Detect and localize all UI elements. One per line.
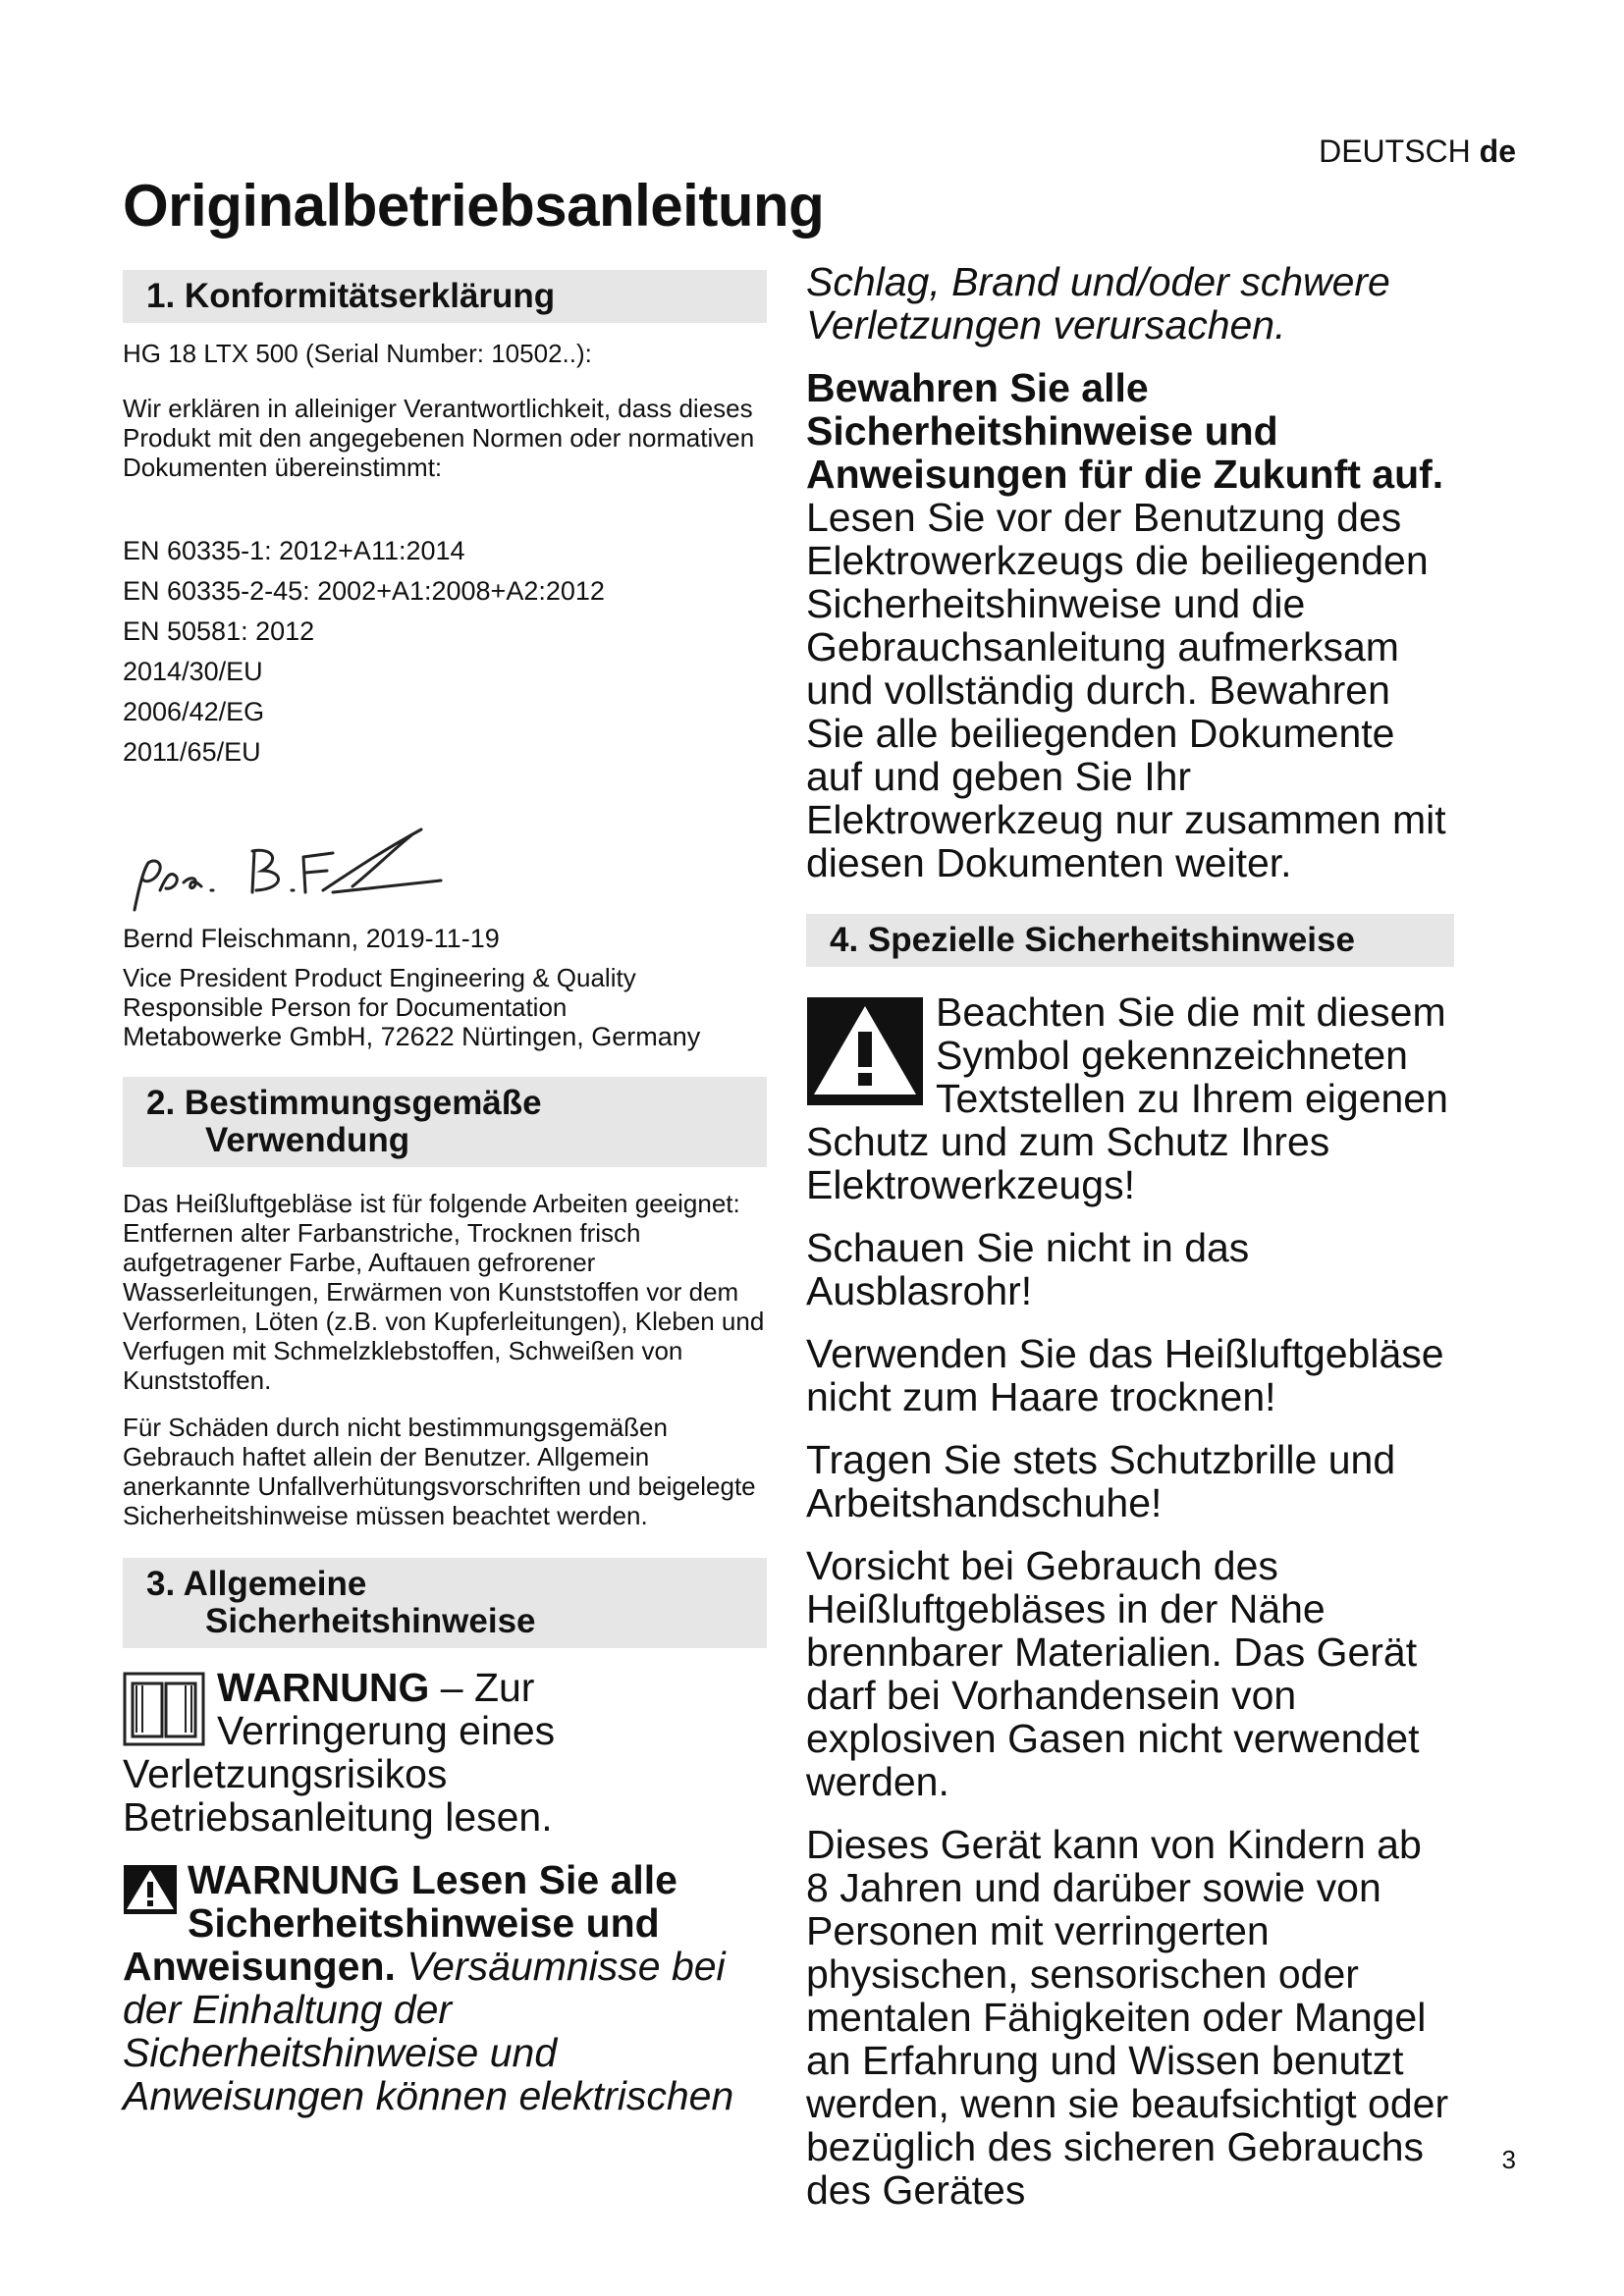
keep-instructions: Bewahren Sie alle Sicherheitshinweise und Anweisungen für die Zukunft auf. <box>806 365 1444 497</box>
page-title: Originalbetriebsanleitung <box>123 173 825 239</box>
manual-book-icon <box>123 1672 205 1746</box>
warning2-continuation: Schlag, Brand und/oder schwere Verletzungen verursachen. <box>806 259 1390 347</box>
warning1-label: WARNUNG <box>217 1665 430 1710</box>
right-column <box>806 260 1454 2212</box>
company-address: Metabowerke GmbH, 72622 Nürtingen, Germany <box>123 1022 701 1051</box>
section3-heading <box>123 1558 767 1648</box>
section2-heading <box>123 1077 767 1167</box>
flammable-warning: Vorsicht bei Gebrauch des Heißluftgebläses in der Nähe brennbarer Materialien. Das Gerät darf bei Vorhandensein von explosiven Gasen nicht verwendet werden. <box>806 1543 1420 1804</box>
warning1-text <box>123 1666 767 1839</box>
warning2-text <box>123 1858 767 2117</box>
liability-text: Für Schäden durch nicht bestimmungsgemäßen Gebrauch haftet allein der Benutzer. Allgemein anerkannte Unfallverhütungsvorschriften und beigelegte Sicherheitshinweise müssen beachtet werden. <box>123 1413 756 1530</box>
norm-item: 2014/30/EU <box>123 657 263 686</box>
left-column <box>123 270 767 2117</box>
section2-heading-line2: Verwendung <box>205 1121 410 1159</box>
section3-heading-line2: Sicherheitshinweise <box>205 1602 536 1640</box>
norm-item: EN 60335-1: 2012+A11:2014 <box>123 536 465 565</box>
nozzle-warning: Schauen Sie nicht in das Ausblasrohr! <box>806 1225 1250 1313</box>
protection-warning: Tragen Sie stets Schutzbrille und Arbeitshandschuhe! <box>806 1437 1396 1525</box>
model-line: HG 18 LTX 500 (Serial Number: 10502..): <box>123 339 592 368</box>
norm-item: 2006/42/EG <box>123 697 265 726</box>
symbol-note-text: Beachten Sie die mit diesem Symbol gekennzeichneten Textstellen zu Ihrem eigenen Schutz und zum Schutz Ihres Elektrowerkzeugs! <box>806 989 1448 1207</box>
section2-heading-line1: 2. Bestimmungsgemäße <box>146 1084 542 1122</box>
language-code: de <box>1479 133 1516 169</box>
warning1-body: – Zur Verringerung eines Verletzungsrisikos Betriebsanleitung lesen. <box>123 1665 556 1840</box>
section1-heading: 1. Konformitätserklärung <box>123 270 767 323</box>
signer-name: Bernd Fleischmann, 2019-11-19 <box>123 924 500 953</box>
norm-item: EN 60335-2-45: 2002+A1:2008+A2:2012 <box>123 576 605 606</box>
hair-warning: Verwenden Sie das Heißluftgebläse nicht zum Haare trocknen! <box>806 1331 1444 1419</box>
warning-read-manual <box>123 1666 767 1839</box>
warning-triangle-icon <box>123 1864 178 1915</box>
page-number: 3 <box>1501 2145 1516 2174</box>
signature-image <box>127 822 460 920</box>
section3-heading-line1: 3. Allgemeine <box>146 1565 367 1603</box>
norms-list <box>123 531 767 773</box>
norm-item: EN 50581: 2012 <box>123 616 315 646</box>
declaration-text: Wir erklären in alleiniger Verantwortlichkeit, dass dieses Produkt mit den angegebenen Normen oder normativen Dokumenten übereinstimmt: <box>123 394 755 482</box>
warning2-label: WARNUNG Lesen Sie alle Sicherheitshinweise und Anweisungen. <box>123 1857 677 1989</box>
usage-list: Entfernen alter Farbanstriche, Trocknen frisch aufgetragener Farbe, Auftauen gefrorener Wasserleitungen, Erwärmen von Kunststoffen vor dem Verformen, Löten (z.B. von Kupferleitungen), Kleben und Verfugen mit Schmelzklebstoffen, Schweißen von Kunststoffen. <box>123 1218 765 1395</box>
signer-responsibility: Responsible Person for Documentation <box>123 992 568 1022</box>
read-instructions: Lesen Sie vor der Benutzung des Elektrowerkzeugs die beiliegenden Sicherheitshinweise und die Gebrauchsanleitung aufmerksam und vollständig durch. Bewahren Sie alle beiliegenden Dokumente auf und geben Sie Ihr Elektrowerkzeug nur zusammen mit diesen Dokumenten weiter. <box>806 495 1446 885</box>
usage-intro: Das Heißluftgebläse ist für folgende Arbeiten geeignet: <box>123 1189 740 1218</box>
norm-item: 2011/65/EU <box>123 737 261 767</box>
warning-read-all <box>123 1858 767 2117</box>
symbol-note <box>806 990 1454 1206</box>
children-warning: Dieses Gerät kann von Kindern ab 8 Jahren und darüber sowie von Personen mit verringerten physischen, sensorischen oder mentalen Fähigkeiten oder Mangel an Erfahrung und Wissen benutzt werden, wenn sie beaufsichtigt oder bezüglich des sicheren Gebrauchs des Gerätes <box>806 1822 1449 2213</box>
warning-triangle-icon <box>806 996 924 1106</box>
warning2-body: Versäumnisse bei der Einhaltung der Sicherheitshinweise und Anweisungen können elektrischen <box>123 1944 734 2118</box>
signer-role: Vice President Product Engineering & Quality <box>123 963 636 992</box>
section4-heading: 4. Spezielle Sicherheitshinweise <box>806 914 1454 967</box>
language-label <box>1319 133 1516 170</box>
language-name: DEUTSCH <box>1319 133 1471 169</box>
